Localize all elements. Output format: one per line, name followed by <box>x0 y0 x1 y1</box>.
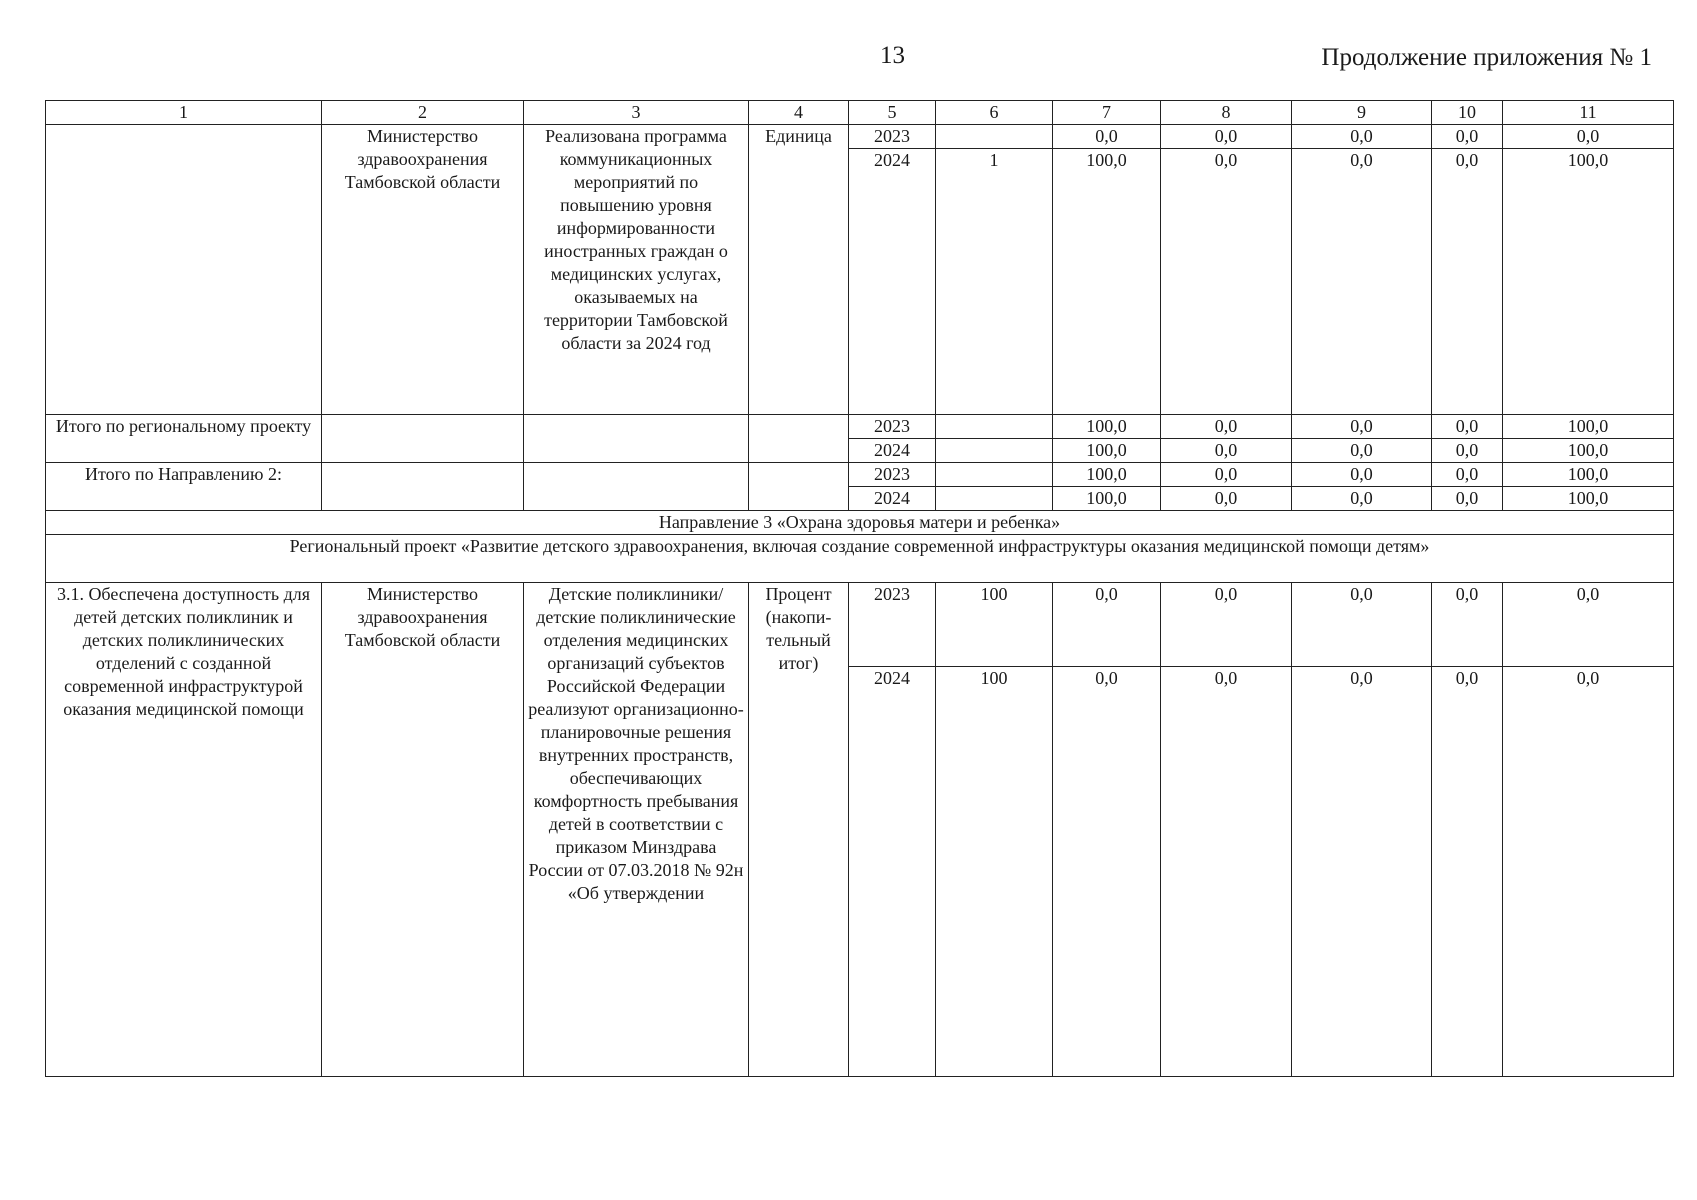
section-heading-row <box>46 511 1674 535</box>
empty-cell <box>749 463 849 511</box>
value-cell: 100,0 <box>1053 463 1161 487</box>
value-cell: 100,0 <box>1503 439 1674 463</box>
empty-cell <box>322 463 524 511</box>
value-cell: 0,0 <box>1432 583 1503 667</box>
value-cell: 0,0 <box>1161 149 1292 415</box>
value-cell: 0,0 <box>1292 487 1432 511</box>
value-cell: 0,0 <box>1292 667 1432 1077</box>
value-cell: 0,0 <box>1161 439 1292 463</box>
value-cell: 0,0 <box>1432 439 1503 463</box>
value-cell: 0,0 <box>1292 583 1432 667</box>
value-cell: 0,0 <box>1161 125 1292 149</box>
appendix-continuation-note: Продолжение приложения № 1 <box>1321 44 1652 71</box>
year-cell: 2023 <box>849 463 936 487</box>
column-number: 7 <box>1053 101 1161 125</box>
column-number: 3 <box>524 101 749 125</box>
value-cell: 0,0 <box>1053 667 1161 1077</box>
column-number: 6 <box>936 101 1053 125</box>
responsible-cell: Министерство здравоохранения Тамбовской области <box>322 125 524 415</box>
table-row <box>46 415 1674 439</box>
value-cell: 0,0 <box>1503 583 1674 667</box>
value-cell: 100,0 <box>1053 439 1161 463</box>
year-cell: 2024 <box>849 439 936 463</box>
value-cell: 0,0 <box>1161 463 1292 487</box>
value-cell: 0,0 <box>1053 125 1161 149</box>
column-number: 9 <box>1292 101 1432 125</box>
value-cell: 0,0 <box>1053 583 1161 667</box>
table-row <box>46 583 1674 667</box>
value-cell: 100,0 <box>1053 415 1161 439</box>
value-cell: 0,0 <box>1432 463 1503 487</box>
year-cell: 2024 <box>849 149 936 415</box>
column-number: 5 <box>849 101 936 125</box>
empty-cell <box>524 463 749 511</box>
value-cell: 0,0 <box>1161 415 1292 439</box>
value-cell: 0,0 <box>1432 415 1503 439</box>
value-cell: 0,0 <box>1503 667 1674 1077</box>
responsible-cell: Министерство здравоохранения Тамбовской области <box>322 583 524 1077</box>
task-cell: 3.1. Обеспечена доступность для детей детских поликлиник и детских поликлинических отделений с созданной современной инфраструктурой оказания медицинской помощи <box>46 583 322 1077</box>
empty-cell <box>524 415 749 463</box>
value-cell: 100,0 <box>1503 149 1674 415</box>
column-number: 2 <box>322 101 524 125</box>
value-cell: 100 <box>936 667 1053 1077</box>
unit-cell: Процент (накопи-тельный итог) <box>749 583 849 1077</box>
value-cell: 0,0 <box>1432 149 1503 415</box>
unit-cell: Единица <box>749 125 849 415</box>
value-cell <box>936 415 1053 439</box>
year-cell: 2024 <box>849 667 936 1077</box>
value-cell: 0,0 <box>1503 125 1674 149</box>
value-cell: 100 <box>936 583 1053 667</box>
total-direction-label: Итого по Направлению 2: <box>46 463 322 511</box>
year-cell: 2024 <box>849 487 936 511</box>
budget-table <box>45 100 1674 1077</box>
year-cell: 2023 <box>849 125 936 149</box>
total-regional-label: Итого по региональному проекту <box>46 415 322 463</box>
year-cell: 2023 <box>849 583 936 667</box>
value-cell: 100,0 <box>1503 463 1674 487</box>
value-cell: 100,0 <box>1503 487 1674 511</box>
column-number: 1 <box>46 101 322 125</box>
result-cell: Детские поликлиники/детские поликлинические отделения медицинских организаций субъектов Российской Федерации реализуют организационно-планировочные решения внутренних пространств, обеспечивающих комфортность пребывания детей в соответствии с приказом Минздрава России от 07.03.2018 № 92н «Об утверждении <box>524 583 749 1077</box>
column-number: 11 <box>1503 101 1674 125</box>
value-cell: 100,0 <box>1053 149 1161 415</box>
value-cell: 1 <box>936 149 1053 415</box>
value-cell: 0,0 <box>1292 463 1432 487</box>
column-number-row <box>46 101 1674 125</box>
value-cell <box>936 439 1053 463</box>
task-cell <box>46 125 322 415</box>
value-cell: 0,0 <box>1292 415 1432 439</box>
value-cell: 0,0 <box>1292 149 1432 415</box>
table-row <box>46 125 1674 149</box>
value-cell <box>936 487 1053 511</box>
year-cell: 2023 <box>849 415 936 439</box>
regional-project-heading: Региональный проект «Развитие детского здравоохранения, включая создание современной инфраструктуры оказания медицинской помощи детям» <box>46 535 1674 583</box>
column-number: 8 <box>1161 101 1292 125</box>
value-cell: 100,0 <box>1503 415 1674 439</box>
value-cell: 0,0 <box>1432 125 1503 149</box>
value-cell: 0,0 <box>1432 487 1503 511</box>
value-cell: 100,0 <box>1053 487 1161 511</box>
value-cell <box>936 463 1053 487</box>
page-number: 13 <box>880 42 905 69</box>
empty-cell <box>322 415 524 463</box>
section-heading-row <box>46 535 1674 583</box>
table-row <box>46 463 1674 487</box>
direction-heading: Направление 3 «Охрана здоровья матери и ребенка» <box>46 511 1674 535</box>
column-number: 10 <box>1432 101 1503 125</box>
value-cell <box>936 125 1053 149</box>
value-cell: 0,0 <box>1292 439 1432 463</box>
value-cell: 0,0 <box>1161 583 1292 667</box>
column-number: 4 <box>749 101 849 125</box>
value-cell: 0,0 <box>1161 487 1292 511</box>
value-cell: 0,0 <box>1432 667 1503 1077</box>
value-cell: 0,0 <box>1161 667 1292 1077</box>
value-cell: 0,0 <box>1292 125 1432 149</box>
result-cell: Реализована программа коммуникационных мероприятий по повышению уровня информированности иностранных граждан о медицинских услугах, оказываемых на территории Тамбовской области за 2024 год <box>524 125 749 415</box>
empty-cell <box>749 415 849 463</box>
